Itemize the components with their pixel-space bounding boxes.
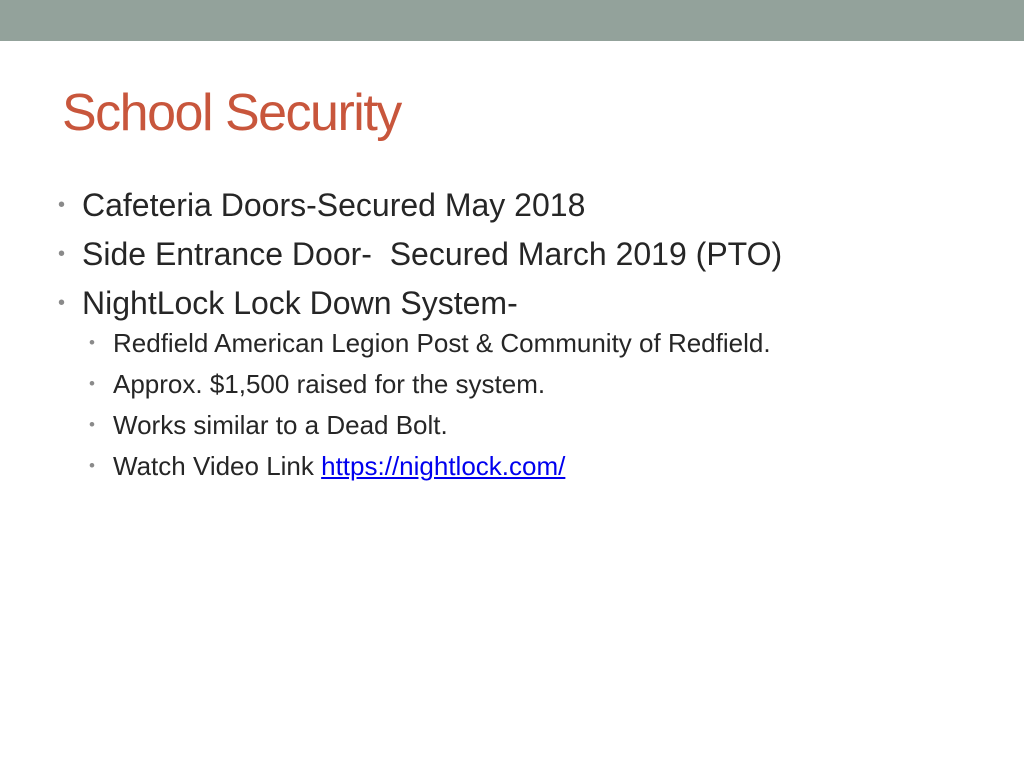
bullet-item-nightlock bbox=[58, 284, 998, 322]
bullet-item-cafeteria-doors bbox=[58, 186, 998, 224]
bullet-dot-icon: • bbox=[89, 374, 95, 393]
bullet-text: Side Entrance Door- Secured March 2019 (PTO) bbox=[82, 236, 783, 272]
bullet-item-side-entrance bbox=[58, 235, 998, 273]
bullet-dot-icon: • bbox=[89, 456, 95, 475]
bullet-dot-icon: • bbox=[89, 415, 95, 434]
bullet-text: Cafeteria Doors-Secured May 2018 bbox=[82, 187, 586, 223]
bullet-list bbox=[58, 186, 998, 492]
sub-bullet-text: Redfield American Legion Post & Community of Redfield. bbox=[113, 328, 771, 358]
bullet-dot-icon: • bbox=[58, 292, 66, 314]
sub-bullet-text: Watch Video Link bbox=[113, 451, 322, 481]
bullet-dot-icon: • bbox=[58, 194, 66, 216]
nightlock-video-link[interactable]: https://nightlock.com/ bbox=[321, 451, 566, 481]
slide-title: School Security bbox=[62, 84, 401, 142]
bullet-dot-icon: • bbox=[58, 243, 66, 265]
sub-bullet-item-deadbolt bbox=[58, 410, 998, 440]
sub-bullet-text: Approx. $1,500 raised for the system. bbox=[113, 369, 546, 399]
sub-bullet-text: Works similar to a Dead Bolt. bbox=[113, 410, 448, 440]
sub-bullet-item-legion bbox=[58, 328, 998, 358]
sub-bullet-item-funds bbox=[58, 369, 998, 399]
sub-bullet-item-video bbox=[58, 451, 998, 481]
top-accent-bar bbox=[0, 0, 1024, 41]
bullet-dot-icon: • bbox=[89, 333, 95, 352]
bullet-text: NightLock Lock Down System- bbox=[82, 285, 518, 321]
